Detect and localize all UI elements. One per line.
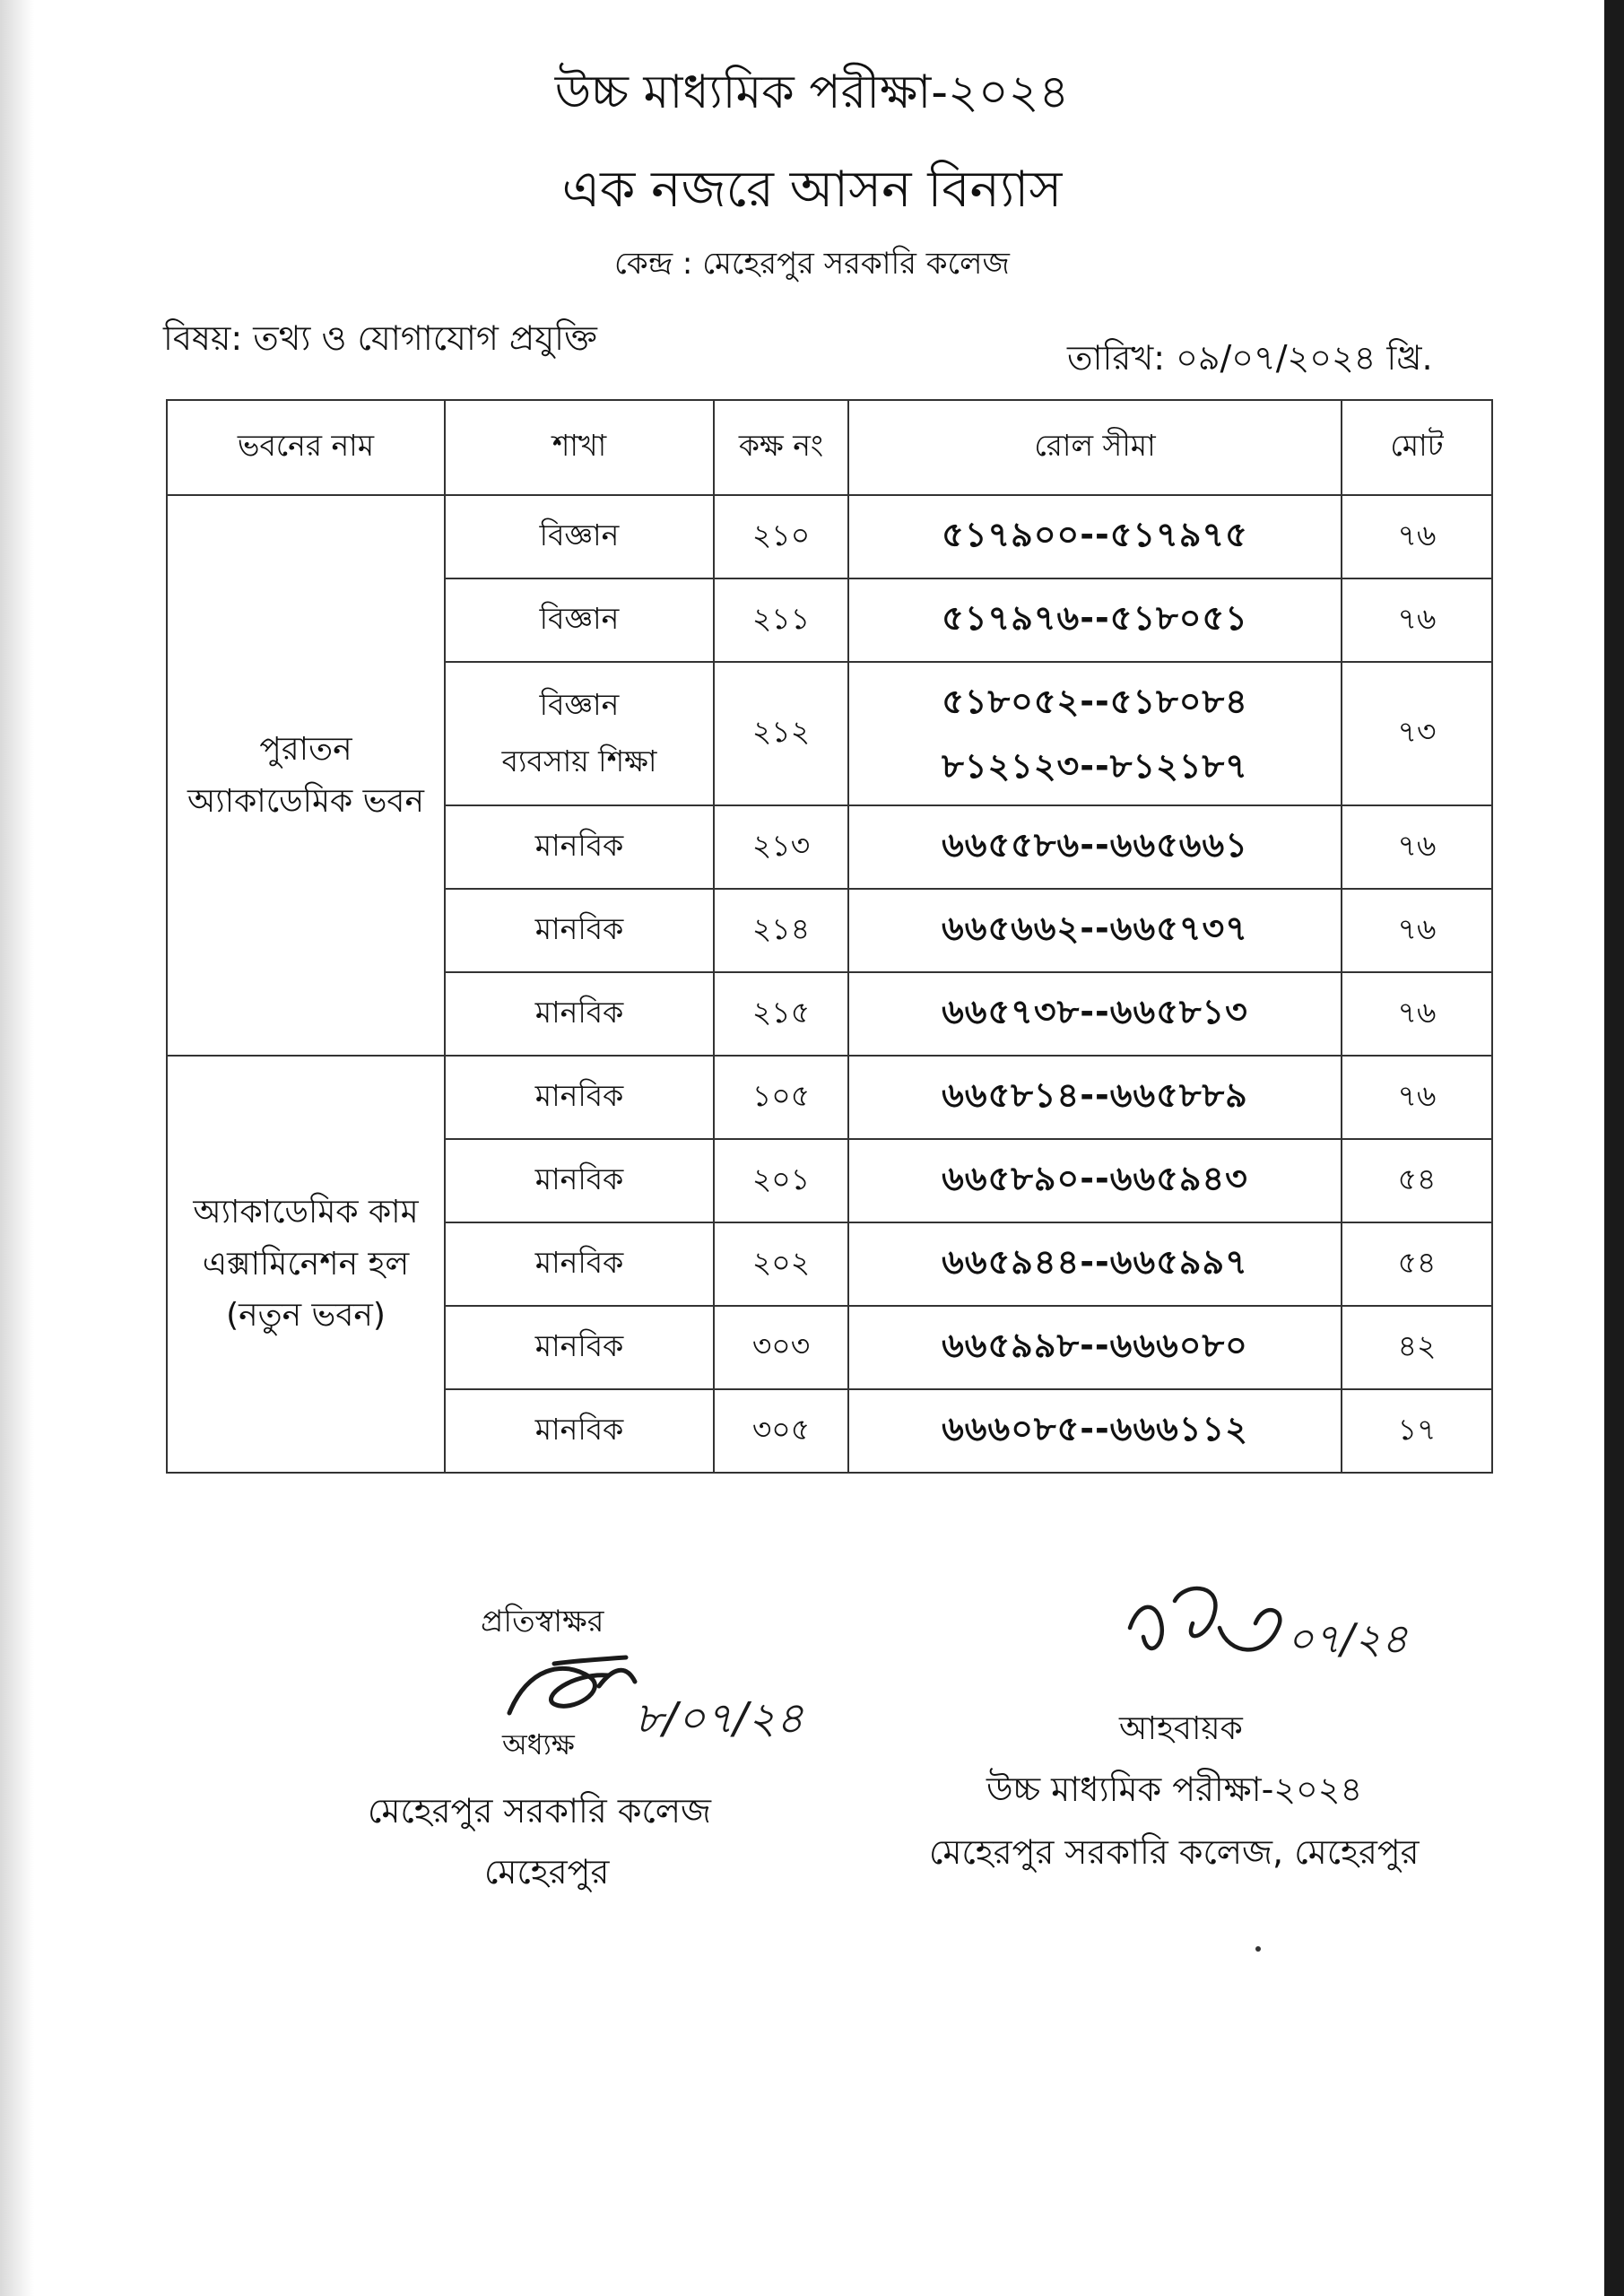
right-institution: মেহেরপুর সরকারি কলেজ, মেহেরপুর (929, 1832, 1420, 1872)
room-cell: ২০১ (714, 1139, 848, 1222)
branch-cell (445, 662, 714, 805)
roll-range-cell: ৬৬৫৫৮৬--৬৬৫৬৬১ (848, 805, 1342, 889)
room-cell: ৩০৫ (714, 1389, 848, 1473)
table-row (167, 495, 1492, 578)
total-cell: ৫৪ (1342, 1139, 1492, 1222)
room-cell: ১০৫ (714, 1056, 848, 1139)
roll-range-cell: ৬৬৫৬৬২--৬৬৫৭৩৭ (848, 889, 1342, 972)
roll-range-cell: ৬৬৫৯৪৪--৬৬৫৯৯৭ (848, 1222, 1342, 1306)
left-town: মেহেরপুর (484, 1852, 610, 1892)
column-header-branch: শাখা (445, 400, 714, 495)
branch-cell: মানবিক (445, 1306, 714, 1389)
roll-range-cell (848, 662, 1342, 805)
room-cell: ২১৫ (714, 972, 848, 1056)
roll-range-line: ৫১৮০৫২--৫১৮০৮৪ (942, 681, 1248, 721)
branch-line: বিজ্ঞান (539, 687, 620, 723)
total-cell: ৪২ (1342, 1306, 1492, 1389)
branch-cell: মানবিক (445, 1389, 714, 1473)
total-cell: ৭৬ (1342, 889, 1492, 972)
roll-range-cell: ৬৬৫৭৩৮--৬৬৫৮১৩ (848, 972, 1342, 1056)
principal-title: অধ্যক্ষ (502, 1727, 575, 1761)
branch-cell: মানবিক (445, 1222, 714, 1306)
subject-line: বিষয়: তথ্য ও যোগাযোগ প্রযুক্তি (163, 318, 597, 358)
branch-cell: বিজ্ঞান (445, 495, 714, 578)
paper-speck (1255, 1946, 1261, 1952)
room-cell: ২১১ (714, 578, 848, 662)
total-cell: ১৭ (1342, 1389, 1492, 1473)
room-cell: ২১২ (714, 662, 848, 805)
centre-line: কেন্দ্র : মেহেরপুর সরকারি কলেজ (614, 246, 1010, 282)
room-cell: ২১০ (714, 495, 848, 578)
convener-signature (1121, 1574, 1480, 1709)
total-cell: ৭৬ (1342, 495, 1492, 578)
room-cell: ২০২ (714, 1222, 848, 1306)
left-institution: মেহেরপুর সরকারি কলেজ (368, 1791, 712, 1831)
principal-signature-date: ৮/০৭/২৪ (635, 1693, 804, 1744)
room-cell: ২১৪ (714, 889, 848, 972)
room-cell: ৩০৩ (714, 1306, 848, 1389)
column-header-building: ভবনের নাম (167, 400, 445, 495)
roll-range-cell: ৬৬৫৮১৪--৬৬৫৮৮৯ (848, 1056, 1342, 1139)
roll-range-line: ৮১২১২৩--৮১২১৮৭ (942, 746, 1248, 786)
branch-cell: মানবিক (445, 889, 714, 972)
building-name-new-exam-hall: অ্যাকাডেমিক কাম এক্সামিনেশন হল (নতুন ভবন) (167, 1056, 445, 1473)
convener-title: আহবায়ক (1119, 1710, 1243, 1747)
roll-range-cell: ৬৬৫৮৯০--৬৬৫৯৪৩ (848, 1139, 1342, 1222)
roll-range-cell: ৬৬৬০৮৫--৬৬৬১১২ (848, 1389, 1342, 1473)
page-right-edge (1604, 0, 1624, 2296)
branch-line: ব্যবসায় শিক্ষা (501, 744, 657, 778)
branch-cell: বিজ্ঞান (445, 578, 714, 662)
total-cell: ৭৬ (1342, 972, 1492, 1056)
branch-cell: মানবিক (445, 805, 714, 889)
branch-cell: মানবিক (445, 1139, 714, 1222)
branch-cell: মানবিক (445, 1056, 714, 1139)
room-cell: ২১৩ (714, 805, 848, 889)
roll-range-cell: ৬৬৫৯৯৮--৬৬৬০৮০ (848, 1306, 1342, 1389)
total-cell: ৭৬ (1342, 805, 1492, 889)
seat-plan-table (166, 399, 1493, 1474)
column-header-roll-range: রোল সীমা (848, 400, 1342, 495)
total-cell: ৭৬ (1342, 1056, 1492, 1139)
right-exam-line: উচ্চ মাধ্যমিক পরীক্ষা-২০২৪ (986, 1770, 1363, 1809)
roll-range-cell: ৫১৭৯০০--৫১৭৯৭৫ (848, 495, 1342, 578)
table-row (167, 1056, 1492, 1139)
roll-range-cell: ৫১৭৯৭৬--৫১৮০৫১ (848, 578, 1342, 662)
building-name-old-academic: পুরাতন অ্যাকাডেমিক ভবন (167, 495, 445, 1056)
total-cell: ৫৪ (1342, 1222, 1492, 1306)
column-header-total: মোট (1342, 400, 1492, 495)
branch-cell: মানবিক (445, 972, 714, 1056)
convener-signature-date: ০৭/২৪ (1287, 1614, 1409, 1663)
countersign-label: প্রতিস্বাক্ষর (481, 1604, 604, 1639)
column-header-room: কক্ষ নং (714, 400, 848, 495)
exam-title: উচ্চ মাধ্যমিক পরীক্ষা-২০২৪ (554, 65, 1070, 119)
total-cell: ৭৬ (1342, 578, 1492, 662)
table-header-row (167, 400, 1492, 495)
total-cell: ৭৩ (1342, 662, 1492, 805)
document-title: এক নজরে আসন বিন্যাস (561, 161, 1063, 219)
date-line: তারিখ: ০৯/০৭/২০২৪ খ্রি. (1067, 338, 1433, 378)
page-left-shadow (0, 0, 34, 2296)
